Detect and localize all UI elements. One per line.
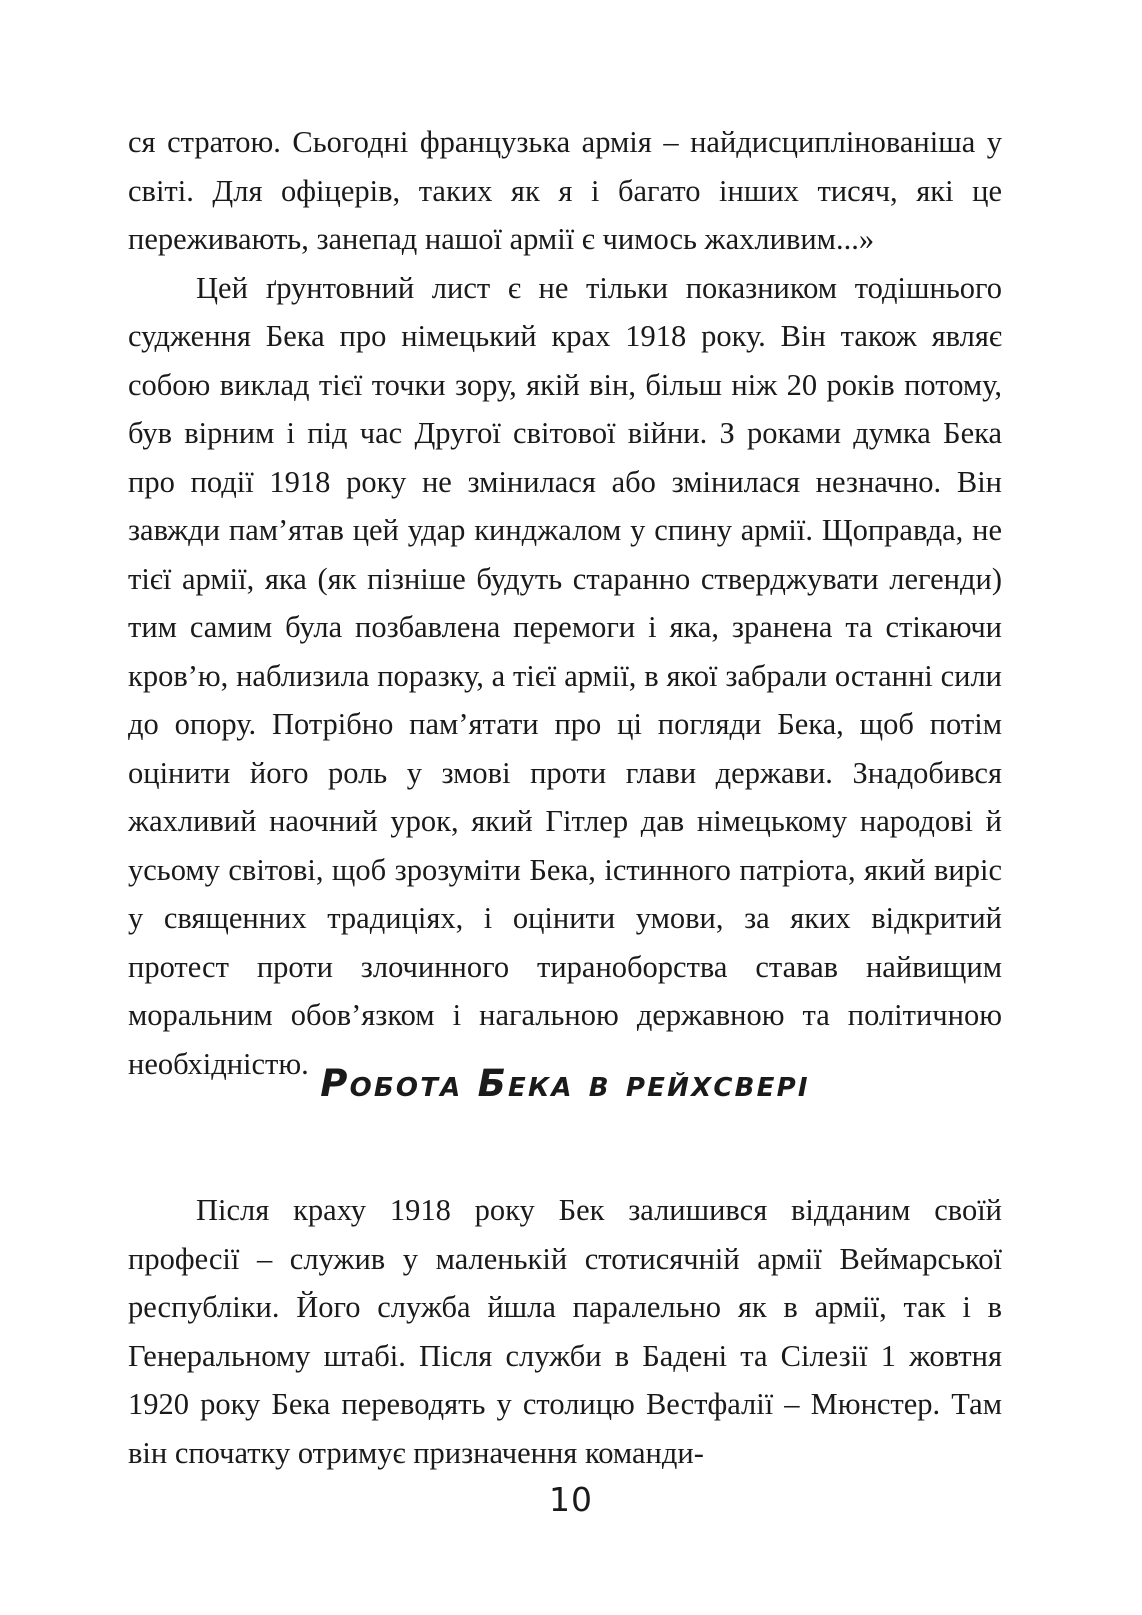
section-heading: Робота Бека в рейхсвері	[320, 1062, 810, 1105]
paragraph-continued: ся стратою. Сьогодні французька армія – найдисциплінованіша у світі. Для офіцерів, таких як я і багато інших тисяч, які це переживають, занепад нашої армії є чимось жахливим...»	[128, 125, 1002, 256]
paragraph-after-heading: Після краху 1918 року Бек залишився відданим своїй професії – служив у маленькій стотисячній армії Веймарської республіки. Його служба йшла паралельно як в армії, так і в Генеральному штабі. Після служби в Бадені та Сілезії 1 жовтня 1920 року Бека переводять у столицю Вестфалії – Мюнстер. Там він спочатку отримує призначення команди-	[128, 1193, 1002, 1470]
page-number: 10	[549, 1480, 593, 1519]
text-column-upper	[128, 118, 1002, 1088]
paragraph-main: Цей ґрунтовний лист є не тільки показником тодішнього судження Бека про німецький крах 1918 року. Він також являє собою виклад тієї точки зору, якій він, більш ніж 20 років потому, був вірним і під час Другої світової війни. З роками думка Бека про події 1918 року не змінилася або змінилася незначно. Він завжди пам’ятав цей удар кинджалом у спину армії. Щоправда, не тієї армії, яка (як пізніше будуть старанно стверджувати легенди) тим самим була позбавлена перемоги і яка, зранена та стікаючи кров’ю, наблизила поразку, а тієї армії, в якої забрали останні сили до опору. Потрібно пам’ятати про ці погляди Бека, щоб потім оцінити його роль у змові проти глави держави. Знадобився жахливий наочний урок, який Гітлер дав німецькому народові й усьому світові, щоб зрозуміти Бека, істинного патріота, який виріс у священних традиціях, і оцінити умови, за яких відкритий протест проти злочинного тираноборства ставав найвищим моральним обов’язком і нагальною державною та політичною необхідністю.	[128, 270, 1002, 1081]
section-heading-block	[128, 1062, 1002, 1105]
text-column-lower	[128, 1186, 1002, 1477]
